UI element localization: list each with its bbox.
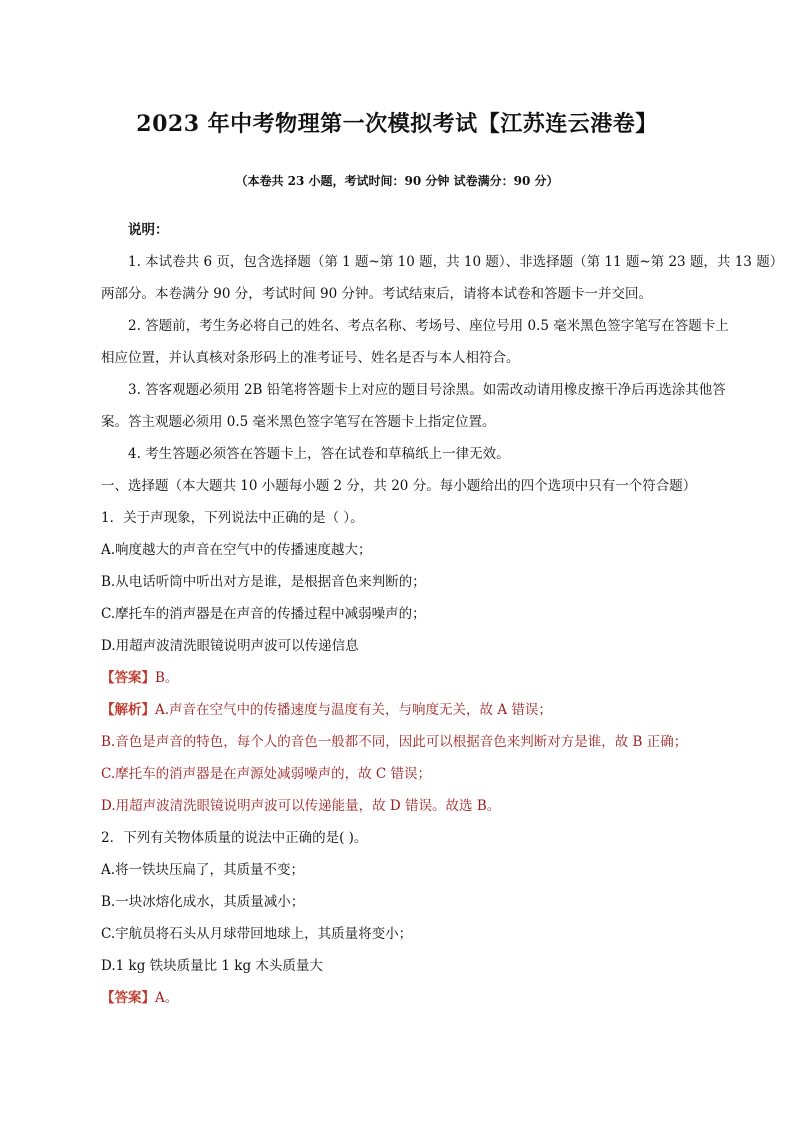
exam-info: （本卷共 23 小题，考试时间：90 分钟 试卷满分：90 分） [235, 174, 559, 188]
question-2-stem: 2．下列有关物体质量的说法中正确的是( )。 [101, 830, 368, 846]
question-1-option-a: A.响度越大的声音在空气中的传播速度越大； [101, 542, 372, 558]
question-2-option-c: C.宇航员将石头从月球带回地球上，其质量将变小； [101, 926, 413, 942]
answer-tag: 【答案】 [101, 670, 155, 686]
question-1-analysis-d: D.用超声波清洗眼镜说明声波可以传递能量，故 D 错误。故选 B。 [101, 798, 501, 814]
page-title: 2023 年中考物理第一次模拟考试【江苏连云港卷】 [136, 111, 658, 137]
question-1-answer [101, 666, 178, 686]
analysis-tag: 【解析】 [101, 702, 155, 718]
question-1-analysis-c: C.摩托车的消声器是在声源处减弱噪声的，故 C 错误； [101, 766, 432, 782]
question-2-option-a: A.将一铁块压扁了，其质量不变； [101, 862, 305, 878]
answer-tag: 【答案】 [101, 990, 155, 1006]
instruction-1-line-2: 两部分。本卷满分 90 分，考试时间 90 分钟。考试结束后，请将本试卷和答题卡一并交回。 [101, 286, 653, 302]
question-1-option-d: D.用超声波清洗眼镜说明声波可以传递信息 [101, 638, 359, 654]
instruction-3-line-1: 3. 答客观题必须用 2B 铅笔将答题卡上对应的题目号涂黑。如需改动请用橡皮擦干净后再选涂其他答 [128, 382, 726, 398]
question-1-analysis-a [101, 698, 552, 718]
instruction-2-line-1: 2. 答题前，考生务必将自己的姓名、考点名称、考场号、座位号用 0.5 毫米黑色签字笔写在答题卡上 [128, 318, 729, 334]
question-2-option-d: D.1 kg 铁块质量比 1 kg 木头质量大 [101, 958, 323, 974]
question-1-analysis-b: B.音色是声音的特色，每个人的音色一般都不同，因此可以根据音色来判断对方是谁，故 B 正确； [101, 734, 688, 750]
instruction-3-line-2: 案。答主观题必须用 0.5 毫米黑色签字笔写在答题卡上指定位置。 [101, 414, 496, 430]
answer-value: B。 [155, 670, 179, 686]
instruction-4: 4. 考生答题必须答在答题卡上，答在试卷和草稿纸上一律无效。 [128, 446, 510, 462]
question-1-option-b: B.从电话听筒中听出对方是谁，是根据音色来判断的； [101, 574, 426, 590]
analysis-text: A.声音在空气中的传播速度与温度有关，与响度无关，故 A 错误； [155, 702, 552, 718]
question-2-answer [101, 986, 178, 1006]
section-1-heading: 一、选择题（本大题共 10 小题每小题 2 分，共 20 分。每小题给出的四个选项中只有一个符合题） [101, 478, 697, 494]
instructions-heading: 说明： [128, 222, 169, 238]
question-1-stem: 1．关于声现象，下列说法中正确的是（ ）。 [101, 510, 364, 526]
answer-value: A。 [155, 990, 179, 1006]
instruction-1-line-1: 1. 本试卷共 6 页，包含选择题（第 1 题~第 10 题，共 10 题）、非选择题（第 11 题~第 23 题，共 13 题） [128, 254, 784, 270]
instruction-2-line-2: 相应位置，并认真核对条形码上的准考证号、姓名是否与本人相符合。 [101, 350, 520, 366]
question-1-option-c: C.摩托车的消声器是在声音的传播过程中减弱噪声的； [101, 606, 426, 622]
question-2-option-b: B.一块冰熔化成水，其质量减小； [101, 894, 305, 910]
